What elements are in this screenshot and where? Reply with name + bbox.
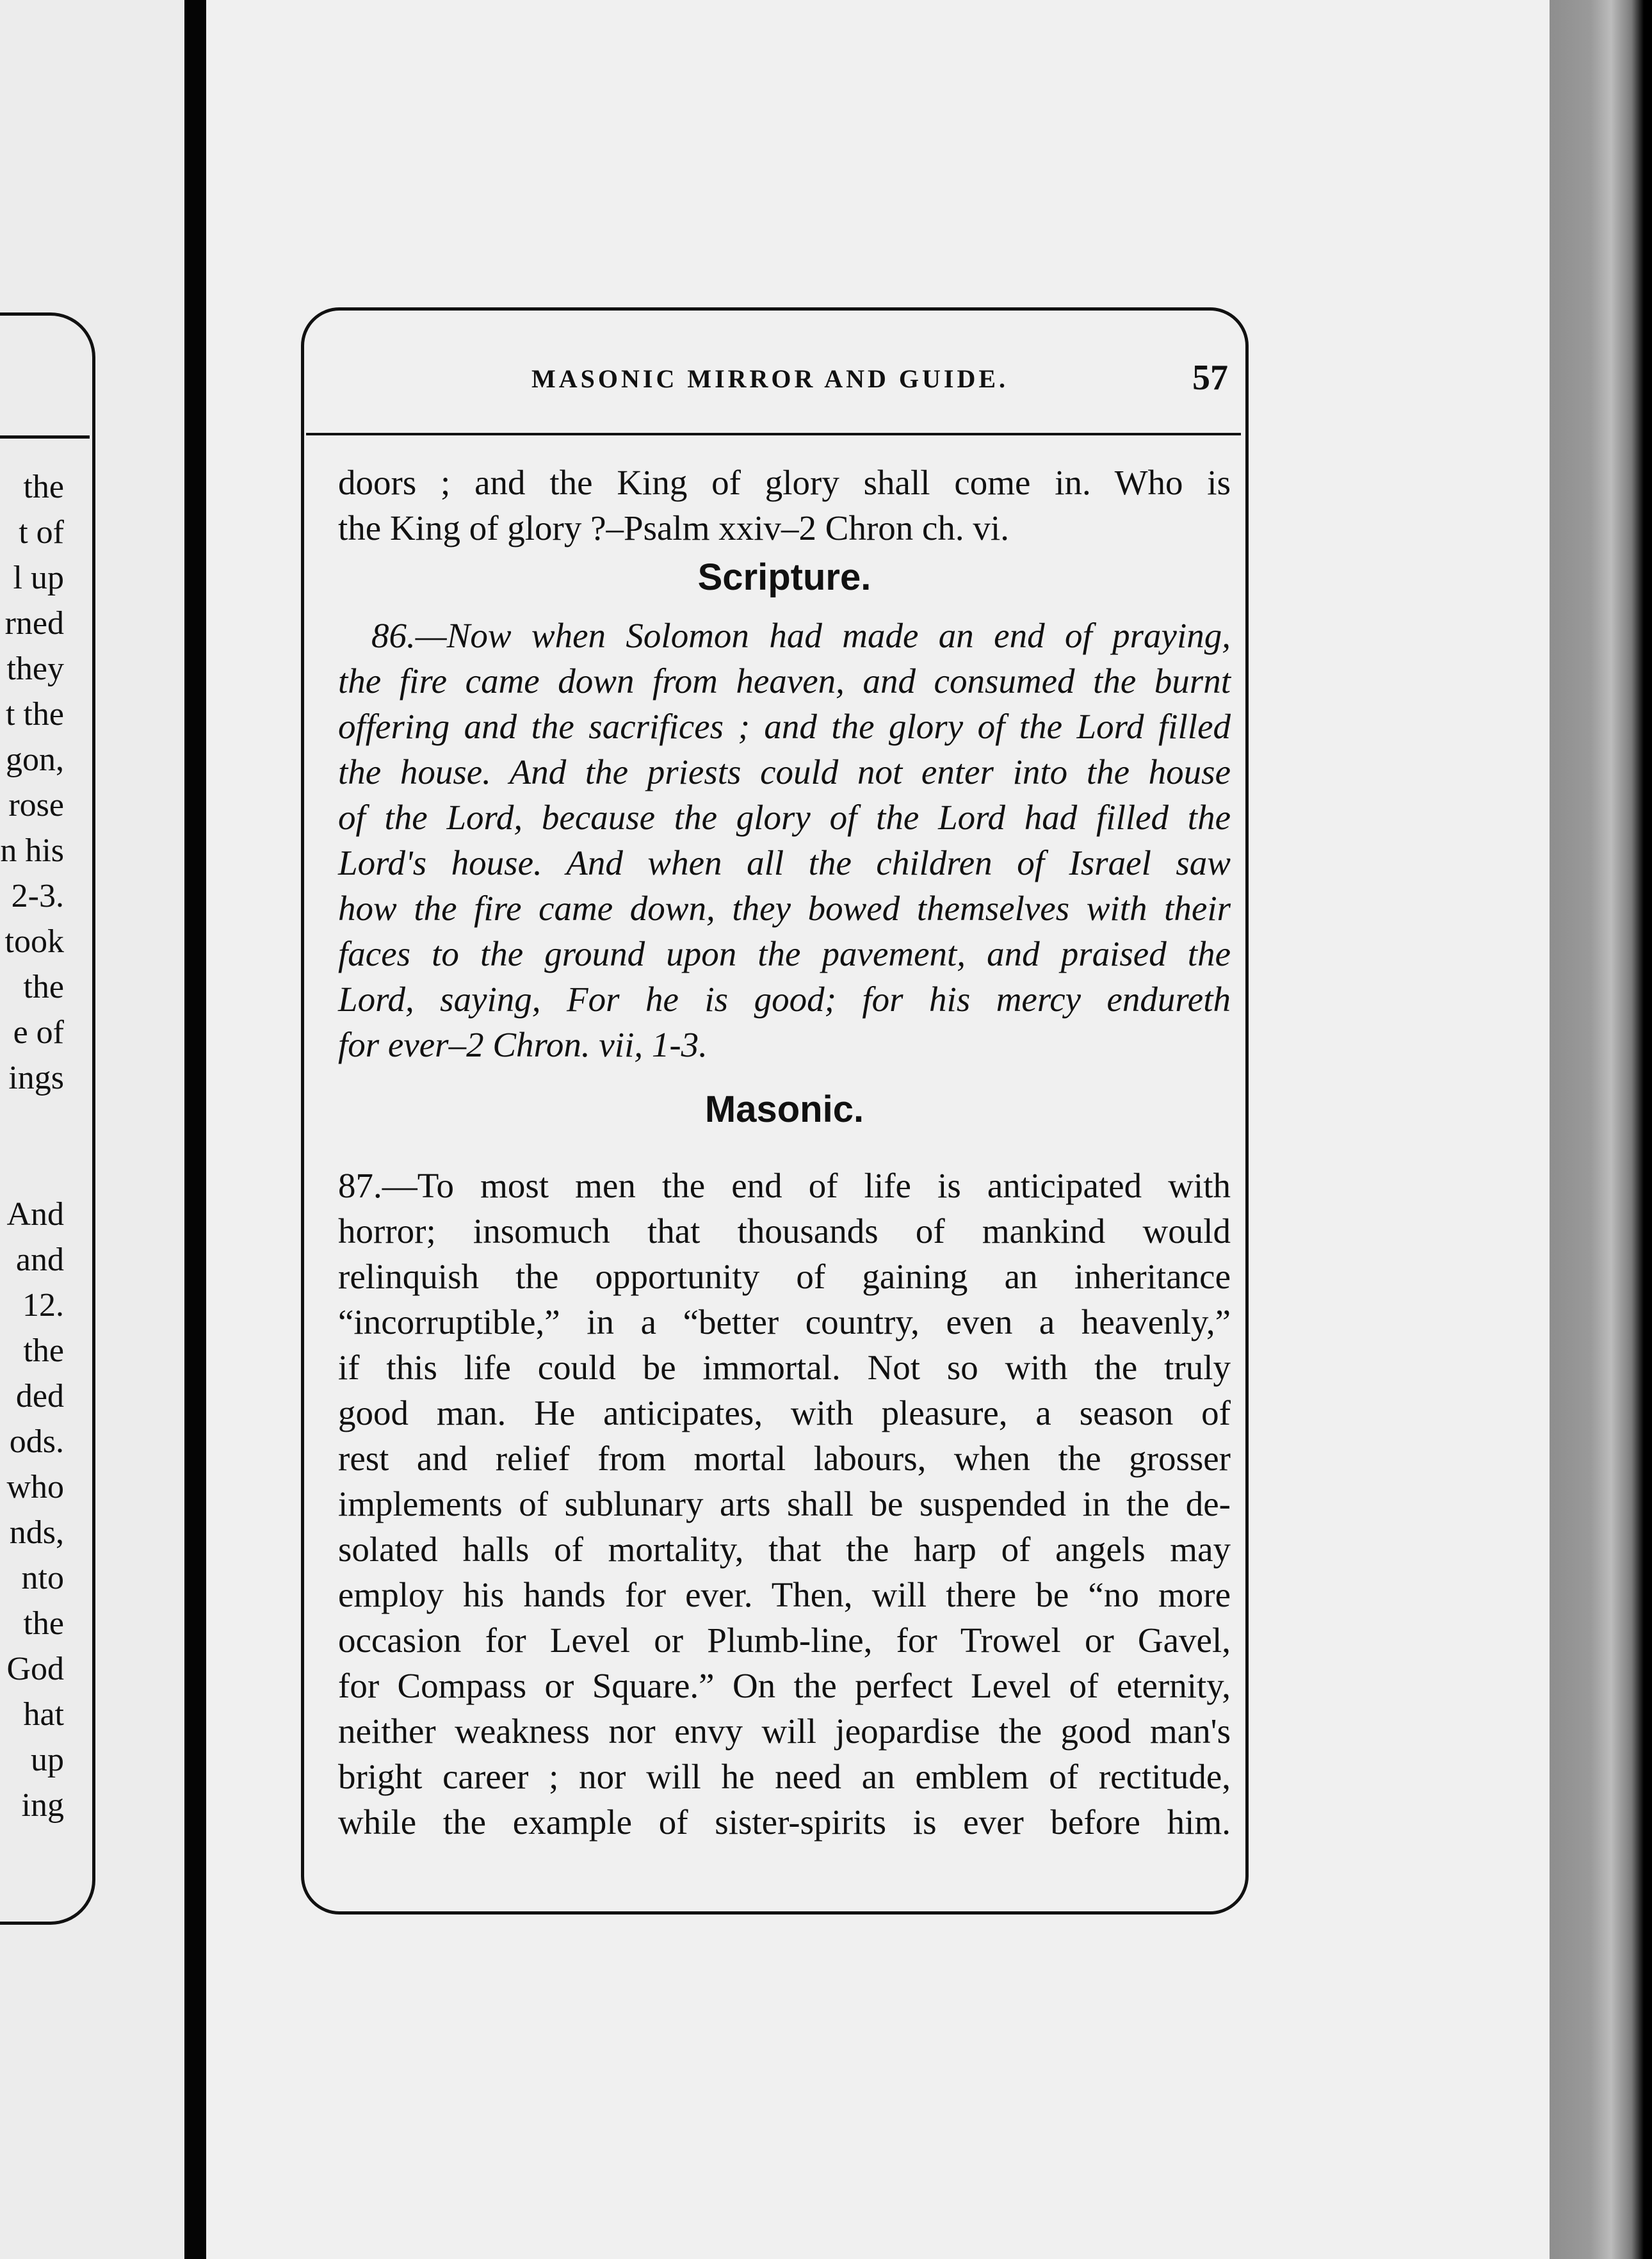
text-line: offering and the sacrifices ; and the glory of the Lord filled: [338, 707, 1231, 746]
facing-page-fragment: 2-3.: [11, 878, 64, 914]
facing-page-fragment: who: [6, 1469, 64, 1505]
facing-page-fragment: nds,: [9, 1514, 64, 1551]
text-line: neither weakness nor envy will jeopardise the good man's: [338, 1712, 1231, 1751]
text-line: for ever–2 Chron. vii, 1-3.: [338, 1025, 708, 1064]
text-line: solated halls of mortality, that the harp of angels may: [338, 1530, 1231, 1569]
facing-page-fragment: l up: [13, 560, 64, 596]
text-line: “incorruptible,” in a “better country, even a heavenly,”: [338, 1302, 1231, 1341]
facing-page-fragment: the: [23, 1605, 64, 1642]
running-head-title: MASONIC MIRROR AND GUIDE.: [531, 364, 1009, 393]
text-line: relinquish the opportunity of gaining an inheritance: [338, 1257, 1231, 1296]
facing-page-fragment: the: [23, 469, 64, 505]
facing-page-fragment: the: [23, 969, 64, 1005]
facing-page-fragment: gon,: [6, 741, 64, 778]
facing-page-fragment: ded: [15, 1378, 64, 1414]
facing-page-fragment: they: [6, 651, 64, 687]
facing-page-fragment: ings: [8, 1060, 64, 1096]
text-line: of the Lord, because the glory of the Lord had filled the: [338, 798, 1231, 837]
facing-page-fragment: God: [6, 1651, 64, 1687]
text-line: occasion for Level or Plumb-line, for Trowel or Gavel,: [338, 1621, 1231, 1660]
book-gutter: [184, 0, 206, 2259]
facing-page-fragment: ods.: [9, 1423, 64, 1460]
text-line: 86.—Now when Solomon had made an end of praying,: [371, 616, 1231, 655]
text-line: rest and relief from mortal labours, when the grosser: [338, 1439, 1231, 1478]
text-line: the fire came down from heaven, and consumed the burnt: [338, 661, 1231, 700]
text-line: the King of glory ?–Psalm xxiv–2 Chron ch. vi.: [338, 508, 1009, 547]
facing-page-fragment: t of: [19, 514, 64, 551]
page-body: [338, 460, 1231, 1845]
text-line: Lord, saying, For he is good; for his mercy endureth: [338, 980, 1231, 1019]
text-line: horror; insomuch that thousands of mankind would: [338, 1211, 1231, 1251]
facing-page-fragment: t the: [6, 696, 64, 733]
text-line: for Compass or Square.” On the perfect Level of eternity,: [338, 1666, 1231, 1705]
section-heading-masonic: Masonic.: [704, 1089, 864, 1130]
text-line: the house. And the priests could not enter into the house: [338, 752, 1231, 791]
scripture-paragraph: [338, 613, 1231, 1067]
facing-page-fragment: and: [15, 1242, 64, 1278]
facing-page: [0, 0, 186, 2259]
facing-page-fragment: up: [31, 1742, 64, 1778]
running-head: [301, 358, 1249, 402]
page-number: 57: [1192, 358, 1228, 398]
header-rule: [306, 433, 1241, 435]
page-edges: [1550, 0, 1652, 2259]
text-line: faces to the ground upon the pavement, and praised the: [338, 934, 1231, 973]
section-heading-scripture: Scripture.: [697, 556, 871, 598]
facing-page-fragment: took: [4, 923, 64, 960]
text-line: if this life could be immortal. Not so with the truly: [338, 1348, 1231, 1387]
facing-page-fragment: rose: [8, 787, 64, 823]
text-line: how the fire came down, they bowed themselves with their: [338, 889, 1231, 928]
facing-page-fragment: rned: [4, 605, 64, 642]
facing-page-fragment: n his: [0, 832, 64, 869]
text-line: 87.—To most men the end of life is anticipated with: [338, 1166, 1231, 1205]
text-line: good man. He anticipates, with pleasure, a season of: [338, 1393, 1231, 1432]
facing-page-fragment: 12.: [22, 1287, 64, 1324]
text-line: implements of sublunary arts shall be suspended in the de-: [338, 1484, 1231, 1523]
facing-page-fragment: hat: [23, 1696, 64, 1733]
text-line: employ his hands for ever. Then, will there be “no more: [338, 1575, 1231, 1614]
facing-page-fragment: ing: [21, 1787, 64, 1824]
text-line: Lord's house. And when all the children of Israel saw: [338, 843, 1231, 882]
facing-page-fragment: nto: [21, 1560, 64, 1596]
text-line: while the example of sister-spirits is ever before him.: [338, 1802, 1231, 1842]
facing-page-fragment: e of: [13, 1014, 64, 1051]
masonic-paragraph: [338, 1163, 1231, 1845]
text-line: doors ; and the King of glory shall come in. Who is: [338, 463, 1231, 502]
facing-page-rule: [0, 435, 90, 439]
text-line: bright career ; nor will he need an emblem of rectitude,: [338, 1757, 1231, 1796]
facing-page-fragment: And: [6, 1196, 64, 1233]
facing-page-fragment: the: [23, 1332, 64, 1369]
